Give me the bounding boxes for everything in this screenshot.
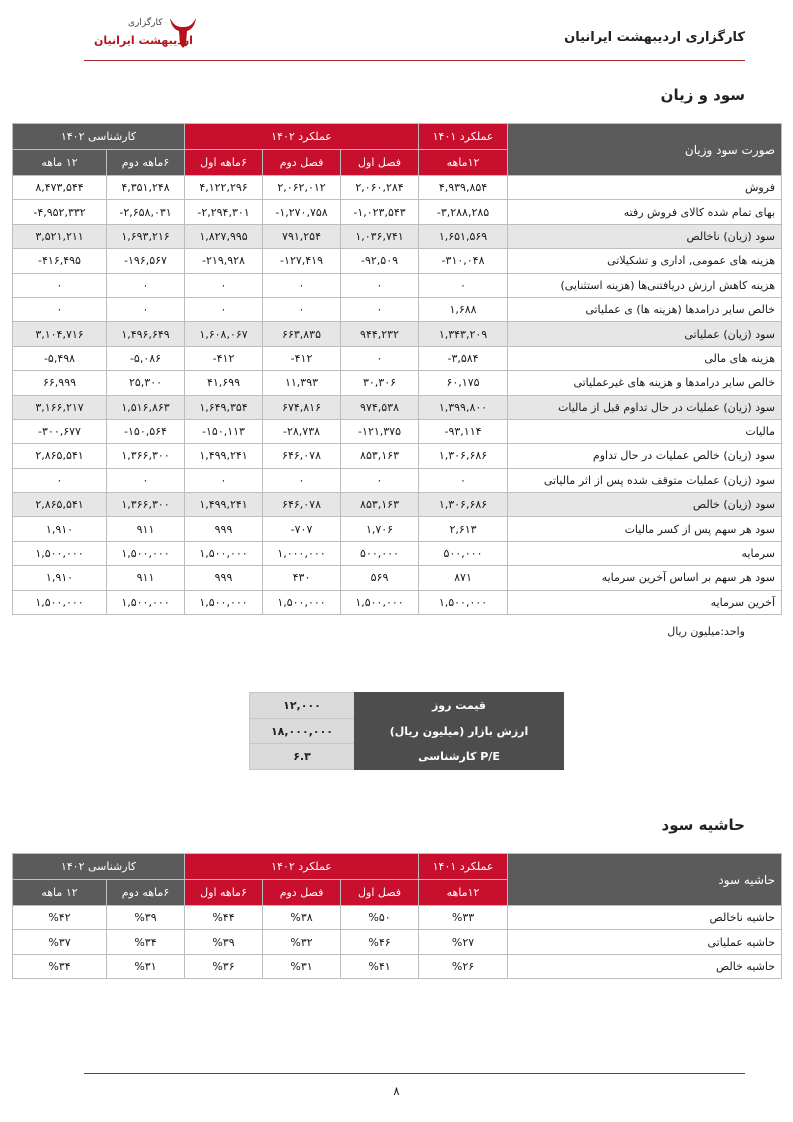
table-row bbox=[13, 954, 782, 978]
row-value: ۹۹۹ bbox=[185, 517, 263, 541]
logo-brand-text: اردیبهشت ایرانیان bbox=[94, 34, 193, 47]
row-label: سود (زیان) عملیاتی bbox=[508, 322, 782, 346]
market-label: P/E کارشناسی bbox=[355, 744, 564, 770]
row-value: ۱,۴۹۶,۶۴۹ bbox=[107, 322, 185, 346]
row-value: ۱,۰۳۶,۷۴۱ bbox=[341, 224, 419, 248]
row-value: ۰ bbox=[13, 468, 107, 492]
margin-group-1402: عملکرد ۱۴۰۲ bbox=[185, 854, 419, 880]
margin-subheader: ۶ماهه اول bbox=[185, 880, 263, 906]
row-value: %۳۷ bbox=[13, 930, 107, 954]
row-value: ۳,۱۰۴,۷۱۶ bbox=[13, 322, 107, 346]
row-value: ۱,۶۵۱,۵۶۹ bbox=[419, 224, 508, 248]
row-value: ۴۱,۶۹۹ bbox=[185, 371, 263, 395]
row-value: %۳۱ bbox=[107, 954, 185, 978]
margin-table bbox=[12, 853, 782, 979]
row-value: %۴۱ bbox=[341, 954, 419, 978]
pl-group-1401: عملکرد ۱۴۰۱ bbox=[419, 124, 508, 150]
row-value: ۲,۰۶۲,۰۱۲ bbox=[263, 176, 341, 200]
row-value: ۱,۳۴۳,۲۰۹ bbox=[419, 322, 508, 346]
table-row bbox=[13, 444, 782, 468]
table-row bbox=[13, 346, 782, 370]
table-row bbox=[13, 322, 782, 346]
row-value: ۱۲۱,۳۷۵- bbox=[341, 419, 419, 443]
margin-subheader: ۱۲ ماهه bbox=[13, 880, 107, 906]
row-value: %۳۳ bbox=[419, 906, 508, 930]
row-value: ۹۱۱ bbox=[107, 517, 185, 541]
unit-note: واحد:میلیون ریال bbox=[667, 625, 745, 638]
row-value: ۰ bbox=[107, 468, 185, 492]
row-value: ۱,۸۲۷,۹۹۵ bbox=[185, 224, 263, 248]
table-row bbox=[13, 517, 782, 541]
row-value: ۰ bbox=[107, 297, 185, 321]
row-label: سرمایه bbox=[508, 541, 782, 565]
market-label: قیمت روز bbox=[355, 693, 564, 719]
margin-subheader: فصل دوم bbox=[263, 880, 341, 906]
row-value: %۳۸ bbox=[263, 906, 341, 930]
row-value: ۱,۳۰۶,۶۸۶ bbox=[419, 444, 508, 468]
table-row bbox=[13, 493, 782, 517]
row-value: ۶۴۶,۰۷۸ bbox=[263, 493, 341, 517]
margin-label-header: حاشیه سود bbox=[508, 854, 782, 906]
pl-group-1402: عملکرد ۱۴۰۲ bbox=[185, 124, 419, 150]
row-value: %۴۲ bbox=[13, 906, 107, 930]
row-value: ۱۱,۳۹۳ bbox=[263, 371, 341, 395]
row-label: سود (زیان) خالص عملیات در حال تداوم bbox=[508, 444, 782, 468]
row-label: خالص سایر درامدها و هزینه های غیرعملیاتی bbox=[508, 371, 782, 395]
row-value: ۲,۶۱۳ bbox=[419, 517, 508, 541]
market-value: ۱۲,۰۰۰ bbox=[250, 693, 355, 719]
row-value: ۱,۰۰۰,۰۰۰ bbox=[263, 541, 341, 565]
row-value: ۱,۶۸۸ bbox=[419, 297, 508, 321]
row-value: %۳۹ bbox=[185, 930, 263, 954]
row-value: ۱,۷۰۶ bbox=[341, 517, 419, 541]
row-label: سود (زیان) خالص bbox=[508, 493, 782, 517]
page-number: ۸ bbox=[393, 1084, 400, 1098]
table-row bbox=[13, 371, 782, 395]
row-label: حاشیه خالص bbox=[508, 954, 782, 978]
market-label: ارزش بازار (میلیون ریال) bbox=[355, 718, 564, 744]
row-value: ۰ bbox=[13, 273, 107, 297]
table-row bbox=[13, 906, 782, 930]
logo-small-text: کارگزاری bbox=[128, 18, 163, 28]
table-row bbox=[13, 468, 782, 492]
row-value: ۰ bbox=[263, 468, 341, 492]
company-logo bbox=[86, 10, 198, 56]
table-row bbox=[13, 176, 782, 200]
row-value: ۱,۶۰۸,۰۶۷ bbox=[185, 322, 263, 346]
row-value: ۱,۳۹۹,۸۰۰ bbox=[419, 395, 508, 419]
pl-table-body bbox=[13, 176, 782, 615]
row-value: ۰ bbox=[185, 297, 263, 321]
row-value: ۱,۳۶۶,۳۰۰ bbox=[107, 493, 185, 517]
row-value: ۹۲,۵۰۹- bbox=[341, 249, 419, 273]
row-value: ۰ bbox=[341, 273, 419, 297]
row-value: %۳۶ bbox=[185, 954, 263, 978]
row-value: ۴,۱۲۲,۲۹۶ bbox=[185, 176, 263, 200]
row-value: ۲,۶۵۸,۰۳۱- bbox=[107, 200, 185, 224]
row-value: ۱۵۰,۵۶۴- bbox=[107, 419, 185, 443]
report-header-title: کارگزاری اردیبهشت ایرانیان bbox=[564, 30, 745, 45]
row-value: ۱,۶۹۳,۲۱۶ bbox=[107, 224, 185, 248]
row-value: ۱,۴۹۹,۲۴۱ bbox=[185, 493, 263, 517]
row-value: ۴۱۲- bbox=[263, 346, 341, 370]
row-value: ۱,۲۷۰,۷۵۸- bbox=[263, 200, 341, 224]
row-value: ۱۵۰,۱۱۳- bbox=[185, 419, 263, 443]
row-label: مالیات bbox=[508, 419, 782, 443]
pl-subheader: ۱۲ ماهه bbox=[13, 150, 107, 176]
row-value: ۱,۵۰۰,۰۰۰ bbox=[13, 590, 107, 614]
row-label: سود هر سهم بر اساس آخرین سرمایه bbox=[508, 566, 782, 590]
margin-table-body bbox=[13, 906, 782, 979]
row-value: ۹۱۱ bbox=[107, 566, 185, 590]
pl-subheader: ۶ماهه اول bbox=[185, 150, 263, 176]
row-label: سود (زیان) ناخالص bbox=[508, 224, 782, 248]
row-value: ۵۶۹ bbox=[341, 566, 419, 590]
row-value: ۲۱۹,۹۲۸- bbox=[185, 249, 263, 273]
row-value: ۳,۵۸۴- bbox=[419, 346, 508, 370]
row-value: ۷۰۷- bbox=[263, 517, 341, 541]
table-row bbox=[13, 419, 782, 443]
table-row bbox=[13, 224, 782, 248]
row-value: ۱,۵۰۰,۰۰۰ bbox=[107, 541, 185, 565]
row-value: ۲,۸۶۵,۵۴۱ bbox=[13, 444, 107, 468]
row-value: ۴,۳۵۱,۲۴۸ bbox=[107, 176, 185, 200]
row-value: ۰ bbox=[185, 273, 263, 297]
row-value: ۵۰۰,۰۰۰ bbox=[419, 541, 508, 565]
row-label: هزینه های مالی bbox=[508, 346, 782, 370]
row-value: %۲۶ bbox=[419, 954, 508, 978]
margin-subheader: ۶ماهه دوم bbox=[107, 880, 185, 906]
row-value: %۳۲ bbox=[263, 930, 341, 954]
row-value: ۳۰۰,۶۷۷- bbox=[13, 419, 107, 443]
pl-table bbox=[12, 123, 782, 615]
row-value: ۱,۰۲۳,۵۴۳- bbox=[341, 200, 419, 224]
row-value: ۳۱۰,۰۴۸- bbox=[419, 249, 508, 273]
row-value: ۰ bbox=[263, 297, 341, 321]
row-value: %۵۰ bbox=[341, 906, 419, 930]
row-value: ۱,۳۰۶,۶۸۶ bbox=[419, 493, 508, 517]
row-value: ۱,۵۰۰,۰۰۰ bbox=[419, 590, 508, 614]
market-value: ۶.۳ bbox=[250, 744, 355, 770]
row-value: ۹۴۴,۲۳۲ bbox=[341, 322, 419, 346]
row-value: ۲,۸۶۵,۵۴۱ bbox=[13, 493, 107, 517]
row-value: ۸,۴۷۳,۵۴۴ bbox=[13, 176, 107, 200]
table-row bbox=[13, 273, 782, 297]
margin-group-1401: عملکرد ۱۴۰۱ bbox=[419, 854, 508, 880]
table-row bbox=[13, 541, 782, 565]
pl-label-header: صورت سود وزیان bbox=[508, 124, 782, 176]
margin-section-title: حاشیه سود bbox=[661, 816, 745, 834]
row-value: ۱,۴۹۹,۲۴۱ bbox=[185, 444, 263, 468]
row-value: ۵,۴۹۸- bbox=[13, 346, 107, 370]
row-value: ۶۰,۱۷۵ bbox=[419, 371, 508, 395]
row-value: ۹۹۹ bbox=[185, 566, 263, 590]
row-value: ۲۵,۳۰۰ bbox=[107, 371, 185, 395]
row-value: %۲۷ bbox=[419, 930, 508, 954]
row-value: %۳۱ bbox=[263, 954, 341, 978]
row-value: ۱,۵۱۶,۸۶۳ bbox=[107, 395, 185, 419]
row-value: %۳۹ bbox=[107, 906, 185, 930]
row-value: ۸۷۱ bbox=[419, 566, 508, 590]
row-label: سود هر سهم پس از کسر مالیات bbox=[508, 517, 782, 541]
row-value: ۴۳۰ bbox=[263, 566, 341, 590]
row-value: ۲,۲۹۴,۳۰۱- bbox=[185, 200, 263, 224]
table-row bbox=[13, 297, 782, 321]
row-value: ۲۸,۷۳۸- bbox=[263, 419, 341, 443]
margin-group-forecast: کارشناسی ۱۴۰۲ bbox=[13, 854, 185, 880]
row-value: ۱,۹۱۰ bbox=[13, 517, 107, 541]
row-value: ۴,۹۳۹,۸۵۴ bbox=[419, 176, 508, 200]
header-divider bbox=[84, 60, 745, 61]
row-value: ۸۵۳,۱۶۳ bbox=[341, 493, 419, 517]
row-value: ۱,۳۶۶,۳۰۰ bbox=[107, 444, 185, 468]
pl-section-title: سود و زیان bbox=[660, 86, 745, 104]
row-value: ۱,۵۰۰,۰۰۰ bbox=[13, 541, 107, 565]
pl-subheader: ۱۲ماهه bbox=[419, 150, 508, 176]
row-label: بهای تمام شده کالای فروش رفته bbox=[508, 200, 782, 224]
table-row bbox=[13, 590, 782, 614]
market-row bbox=[250, 744, 564, 770]
row-value: ۳۰,۳۰۶ bbox=[341, 371, 419, 395]
row-value: ۱,۵۰۰,۰۰۰ bbox=[107, 590, 185, 614]
table-row bbox=[13, 930, 782, 954]
row-label: هزینه کاهش ارزش دریافتنی‌ها (هزینه استثنایی) bbox=[508, 273, 782, 297]
footer-divider bbox=[84, 1073, 745, 1074]
row-value: ۰ bbox=[107, 273, 185, 297]
row-value: ۶۶,۹۹۹ bbox=[13, 371, 107, 395]
row-value: ۱,۶۴۹,۳۵۴ bbox=[185, 395, 263, 419]
market-row bbox=[250, 718, 564, 744]
row-value: ۷۹۱,۲۵۴ bbox=[263, 224, 341, 248]
row-value: ۳,۲۸۸,۲۸۵- bbox=[419, 200, 508, 224]
row-label: حاشیه عملیاتی bbox=[508, 930, 782, 954]
row-value: ۱۹۶,۵۶۷- bbox=[107, 249, 185, 273]
row-label: خالص سایر درامدها (هزینه ها) ی عملیاتی bbox=[508, 297, 782, 321]
row-value: ۱,۵۰۰,۰۰۰ bbox=[263, 590, 341, 614]
row-value: ۴۱۲- bbox=[185, 346, 263, 370]
row-value: ۶۷۴,۸۱۶ bbox=[263, 395, 341, 419]
row-value: ۰ bbox=[341, 346, 419, 370]
row-value: ۱۲۷,۴۱۹- bbox=[263, 249, 341, 273]
row-label: فروش bbox=[508, 176, 782, 200]
row-value: ۳,۱۶۶,۲۱۷ bbox=[13, 395, 107, 419]
row-value: ۱,۵۰۰,۰۰۰ bbox=[185, 541, 263, 565]
market-row bbox=[250, 693, 564, 719]
table-row bbox=[13, 200, 782, 224]
row-value: %۴۶ bbox=[341, 930, 419, 954]
table-row bbox=[13, 249, 782, 273]
row-value: ۲,۰۶۰,۲۸۴ bbox=[341, 176, 419, 200]
row-value: ۰ bbox=[419, 468, 508, 492]
margin-subheader: فصل اول bbox=[341, 880, 419, 906]
row-value: ۶۴۶,۰۷۸ bbox=[263, 444, 341, 468]
row-label: هزینه های عمومی, اداری و تشکیلاتی bbox=[508, 249, 782, 273]
row-value: ۸۵۳,۱۶۳ bbox=[341, 444, 419, 468]
row-value: ۰ bbox=[341, 468, 419, 492]
market-value: ۱۸,۰۰۰,۰۰۰ bbox=[250, 718, 355, 744]
row-value: ۵,۰۸۶- bbox=[107, 346, 185, 370]
row-value: ۰ bbox=[419, 273, 508, 297]
pl-group-forecast: کارشناسی ۱۴۰۲ bbox=[13, 124, 185, 150]
row-value: ۱,۵۰۰,۰۰۰ bbox=[341, 590, 419, 614]
row-value: ۱,۵۰۰,۰۰۰ bbox=[185, 590, 263, 614]
pl-subheader: فصل دوم bbox=[263, 150, 341, 176]
row-value: ۹۳,۱۱۴- bbox=[419, 419, 508, 443]
row-value: ۴,۹۵۲,۳۳۲- bbox=[13, 200, 107, 224]
market-summary-table bbox=[249, 692, 564, 770]
row-value: ۳,۵۲۱,۲۱۱ bbox=[13, 224, 107, 248]
row-value: ۰ bbox=[13, 297, 107, 321]
table-row bbox=[13, 395, 782, 419]
row-value: %۳۴ bbox=[107, 930, 185, 954]
row-value: ۰ bbox=[263, 273, 341, 297]
row-value: ۹۷۴,۵۳۸ bbox=[341, 395, 419, 419]
pl-subheader: فصل اول bbox=[341, 150, 419, 176]
margin-subheader: ۱۲ماهه bbox=[419, 880, 508, 906]
row-label: آخرین سرمایه bbox=[508, 590, 782, 614]
pl-subheader: ۶ماهه دوم bbox=[107, 150, 185, 176]
row-value: ۰ bbox=[185, 468, 263, 492]
row-value: ۰ bbox=[341, 297, 419, 321]
row-value: ۴۱۶,۴۹۵- bbox=[13, 249, 107, 273]
row-value: %۴۴ bbox=[185, 906, 263, 930]
row-value: ۶۶۳,۸۳۵ bbox=[263, 322, 341, 346]
row-label: سود (زیان) عملیات متوقف شده پس از اثر مالیاتی bbox=[508, 468, 782, 492]
row-label: سود (زیان) عملیات در حال تداوم قبل از مالیات bbox=[508, 395, 782, 419]
row-value: %۳۴ bbox=[13, 954, 107, 978]
row-value: ۵۰۰,۰۰۰ bbox=[341, 541, 419, 565]
row-value: ۱,۹۱۰ bbox=[13, 566, 107, 590]
row-label: حاشیه ناخالص bbox=[508, 906, 782, 930]
table-row bbox=[13, 566, 782, 590]
